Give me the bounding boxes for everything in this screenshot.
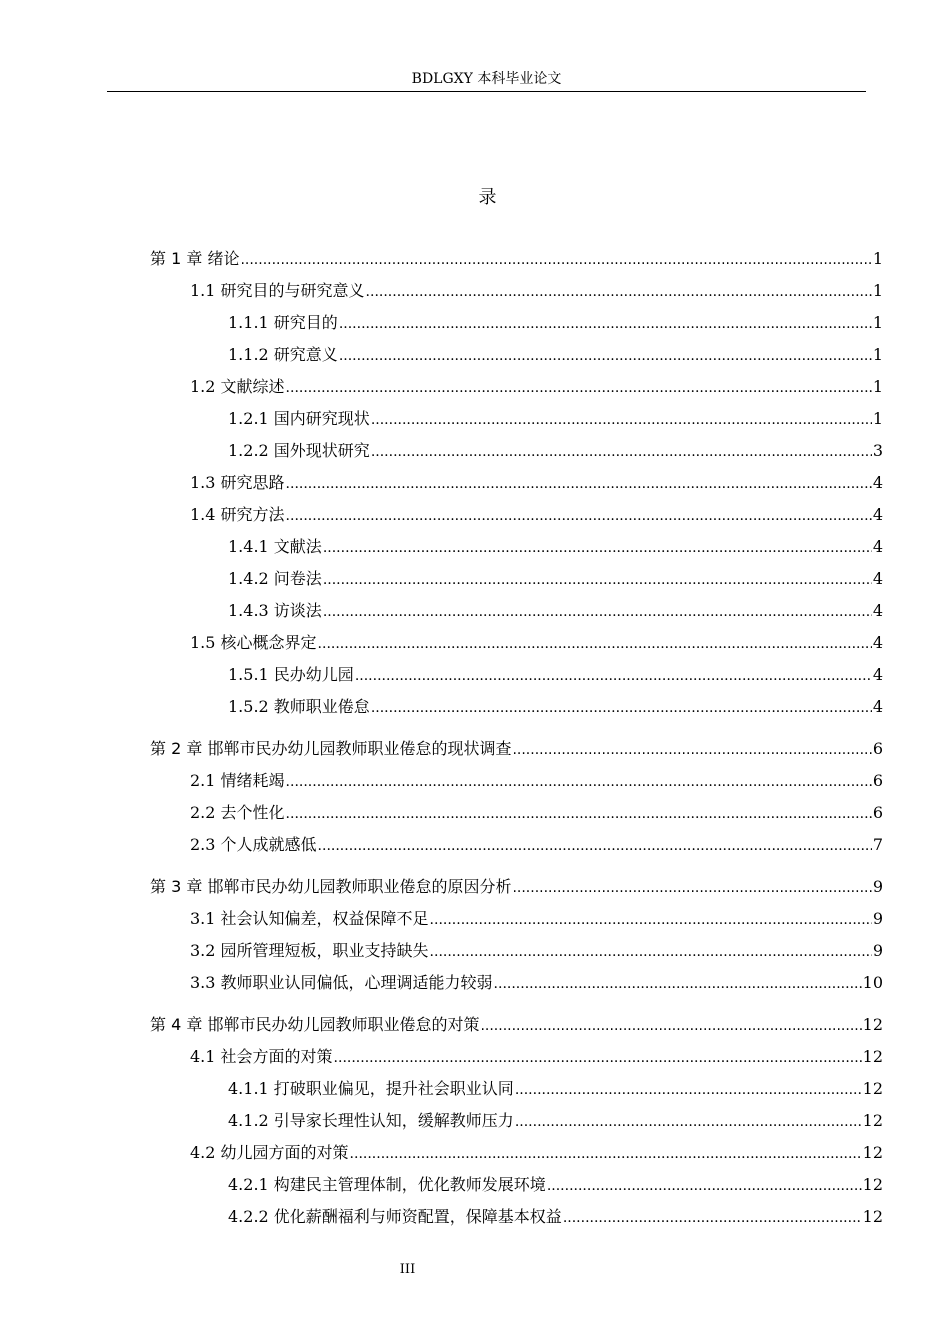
toc-leader-dots — [339, 340, 872, 372]
toc-entry-page: 1 — [872, 281, 883, 300]
toc-leader-dots — [430, 936, 872, 968]
toc-entry-chapter-1[interactable] — [150, 243, 883, 275]
toc-entry-label: 1.1.2 研究意义 — [228, 345, 338, 364]
toc-entry-1-1-2[interactable] — [150, 339, 883, 371]
toc-entry-label: 4.1.1 打破职业偏见，提升社会职业认同 — [228, 1079, 514, 1098]
toc-entry-page: 1 — [872, 345, 883, 364]
toc-entry-label: 3.1 社会认知偏差，权益保障不足 — [190, 909, 429, 928]
toc-entry-4-2-2[interactable] — [150, 1201, 883, 1233]
toc-entry-page: 9 — [872, 941, 883, 960]
toc-entry-page: 12 — [862, 1015, 883, 1034]
toc-entry-1-5[interactable] — [150, 627, 883, 659]
toc-leader-dots — [563, 1202, 862, 1234]
toc-entry-label: 4.1.2 引导家长理性认知，缓解教师压力 — [228, 1111, 514, 1130]
toc-leader-dots — [318, 830, 872, 862]
toc-entry-2-3[interactable] — [150, 829, 883, 861]
toc-entry-page: 4 — [872, 569, 883, 588]
toc-entry-1-4-1[interactable] — [150, 531, 883, 563]
toc-leader-dots — [286, 766, 872, 798]
toc-entry-page: 4 — [872, 601, 883, 620]
toc-leader-dots — [371, 692, 872, 724]
toc-entry-label: 2.2 去个性化 — [190, 803, 285, 822]
toc-entry-4-2-1[interactable] — [150, 1169, 883, 1201]
toc-entry-1-5-2[interactable] — [150, 691, 883, 723]
running-header: BDLGXY 本科毕业论文 — [411, 71, 562, 87]
toc-entry-label: 1.4.2 问卷法 — [228, 569, 322, 588]
toc-entry-page: 12 — [862, 1143, 883, 1162]
toc-entry-page: 4 — [872, 537, 883, 556]
toc-entry-label: 4.2 幼儿园方面的对策 — [190, 1143, 349, 1162]
toc-entry-page: 12 — [862, 1047, 883, 1066]
toc-entry-1-2[interactable] — [150, 371, 883, 403]
toc-leader-dots — [323, 596, 872, 628]
toc-entry-label: 1.2.1 国内研究现状 — [228, 409, 370, 428]
toc-leader-dots — [240, 244, 871, 276]
toc-entry-label: 4.1 社会方面的对策 — [190, 1047, 333, 1066]
toc-leader-dots — [512, 734, 871, 766]
toc-leader-dots — [547, 1170, 862, 1202]
toc-entry-4-2[interactable] — [150, 1137, 883, 1169]
toc-leader-dots — [334, 1042, 862, 1074]
toc-leader-dots — [286, 372, 872, 404]
toc-leader-dots — [355, 660, 872, 692]
toc-entry-page: 6 — [872, 739, 883, 758]
toc-entry-chapter-2[interactable] — [150, 733, 883, 765]
toc-entry-page: 12 — [862, 1175, 883, 1194]
table-of-contents — [150, 243, 883, 1233]
toc-entry-label: 3.3 教师职业认同偏低，心理调适能力较弱 — [190, 973, 493, 992]
toc-leader-dots — [371, 436, 872, 468]
toc-leader-dots — [371, 404, 872, 436]
toc-leader-dots — [515, 1074, 862, 1106]
toc-leader-dots — [286, 500, 872, 532]
toc-entry-1-1-1[interactable] — [150, 307, 883, 339]
toc-entry-3-2[interactable] — [150, 935, 883, 967]
toc-entry-label: 1.4 研究方法 — [190, 505, 285, 524]
toc-entry-label: 4.2.2 优化薪酬福利与师资配置，保障基本权益 — [228, 1207, 562, 1226]
toc-entry-page: 1 — [872, 377, 883, 396]
toc-entry-page: 4 — [872, 665, 883, 684]
toc-entry-label: 1.3 研究思路 — [190, 473, 285, 492]
toc-entry-label: 第 3 章 邯郸市民办幼儿园教师职业倦怠的原因分析 — [150, 877, 512, 896]
toc-entry-4-1[interactable] — [150, 1041, 883, 1073]
toc-entry-2-2[interactable] — [150, 797, 883, 829]
toc-entry-page: 1 — [872, 249, 883, 268]
toc-entry-1-5-1[interactable] — [150, 659, 883, 691]
toc-entry-label: 第 2 章 邯郸市民办幼儿园教师职业倦怠的现状调查 — [150, 739, 512, 758]
toc-entry-chapter-4[interactable] — [150, 1009, 883, 1041]
toc-leader-dots — [515, 1106, 862, 1138]
toc-entry-chapter-3[interactable] — [150, 871, 883, 903]
toc-entry-page: 9 — [872, 877, 883, 896]
toc-entry-label: 第 4 章 邯郸市民办幼儿园教师职业倦怠的对策 — [150, 1015, 480, 1034]
toc-entry-page: 4 — [872, 697, 883, 716]
toc-entry-1-4-2[interactable] — [150, 563, 883, 595]
toc-entry-page: 9 — [872, 909, 883, 928]
toc-leader-dots — [339, 308, 872, 340]
toc-entry-label: 1.4.3 访谈法 — [228, 601, 322, 620]
toc-entry-1-3[interactable] — [150, 467, 883, 499]
toc-entry-label: 1.5.2 教师职业倦怠 — [228, 697, 370, 716]
toc-leader-dots — [323, 564, 872, 596]
toc-entry-page: 1 — [872, 409, 883, 428]
toc-entry-label: 1.2.2 国外现状研究 — [228, 441, 370, 460]
toc-entry-label: 2.3 个人成就感低 — [190, 835, 317, 854]
toc-leader-dots — [512, 872, 871, 904]
toc-entry-label: 第 1 章 绪论 — [150, 249, 240, 268]
toc-entry-1-2-1[interactable] — [150, 403, 883, 435]
toc-entry-page: 10 — [862, 973, 883, 992]
toc-leader-dots — [480, 1010, 861, 1042]
toc-entry-label: 2.1 情绪耗竭 — [190, 771, 285, 790]
toc-entry-page: 12 — [862, 1079, 883, 1098]
toc-leader-dots — [350, 1138, 862, 1170]
toc-leader-dots — [286, 468, 872, 500]
toc-entry-label: 1.5.1 民办幼儿园 — [228, 665, 354, 684]
toc-entry-1-4-3[interactable] — [150, 595, 883, 627]
toc-entry-label: 1.1.1 研究目的 — [228, 313, 338, 332]
toc-leader-dots — [430, 904, 872, 936]
toc-entry-3-1[interactable] — [150, 903, 883, 935]
toc-entry-2-1[interactable] — [150, 765, 883, 797]
toc-entry-page: 6 — [872, 803, 883, 822]
toc-entry-label: 4.2.1 构建民主管理体制，优化教师发展环境 — [228, 1175, 546, 1194]
toc-entry-label: 1.5 核心概念界定 — [190, 633, 317, 652]
toc-entry-label: 1.4.1 文献法 — [228, 537, 322, 556]
toc-entry-3-3[interactable] — [150, 967, 883, 999]
toc-entry-page: 1 — [872, 313, 883, 332]
toc-leader-dots — [323, 532, 872, 564]
toc-entry-page: 6 — [872, 771, 883, 790]
toc-entry-page: 12 — [862, 1111, 883, 1130]
toc-entry-page: 4 — [872, 505, 883, 524]
toc-entry-page: 7 — [872, 835, 883, 854]
toc-entry-label: 1.2 文献综述 — [190, 377, 285, 396]
toc-entry-page: 3 — [872, 441, 883, 460]
toc-entry-4-1-2[interactable] — [150, 1105, 883, 1137]
toc-entry-label: 1.1 研究目的与研究意义 — [190, 281, 365, 300]
page-number: III — [399, 1262, 416, 1277]
toc-entry-page: 4 — [872, 473, 883, 492]
toc-entry-page: 12 — [862, 1207, 883, 1226]
toc-entry-label: 3.2 园所管理短板，职业支持缺失 — [190, 941, 429, 960]
toc-leader-dots — [286, 798, 872, 830]
toc-title: 录 — [478, 187, 497, 208]
toc-entry-1-4[interactable] — [150, 499, 883, 531]
toc-entry-1-2-2[interactable] — [150, 435, 883, 467]
toc-leader-dots — [318, 628, 872, 660]
toc-leader-dots — [494, 968, 862, 1000]
toc-entry-page: 4 — [872, 633, 883, 652]
toc-leader-dots — [366, 276, 872, 308]
toc-entry-1-1[interactable] — [150, 275, 883, 307]
header-rule — [107, 91, 866, 92]
toc-entry-4-1-1[interactable] — [150, 1073, 883, 1105]
